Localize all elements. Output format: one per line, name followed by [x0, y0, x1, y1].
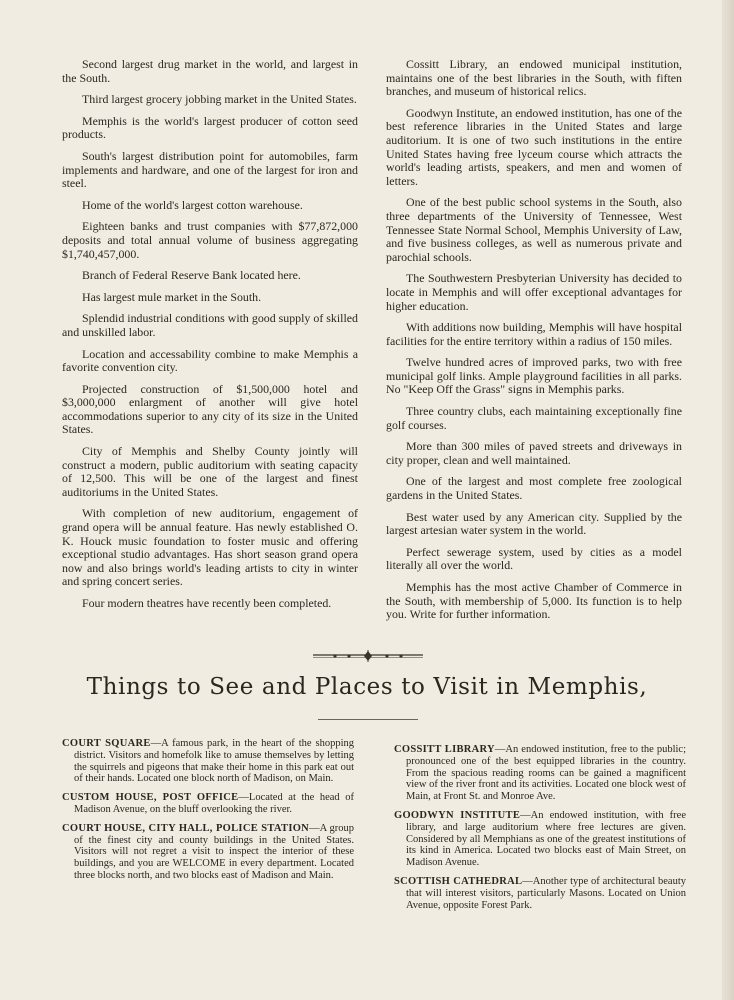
fact-paragraph: With additions now building, Memphis will have hospital facilities for the entire territory within a radius of 150 miles.	[386, 320, 682, 348]
fact-paragraph: South's largest distribution point for automobiles, farm implements and hardware, and one of the largest for iron and steel.	[62, 148, 358, 191]
fact-paragraph: Projected construction of $1,500,000 hotel and $3,000,000 enlargment of another will give hotel accommodations superior to any city of its size in the United States.	[62, 381, 358, 437]
place-name: COSSITT LIBRARY	[394, 744, 495, 755]
place-description: Located at the head of Madison Avenue, on the bluff overlooking the river.	[74, 792, 354, 815]
fact-paragraph: Goodwyn Institute, an endowed institution, has one of the best reference libraries in the United States and large auditorium. It is one of two such institutions in the entire United States having free lyceum course which attracts the world's leading artists, speakers, and men and women of letters.	[386, 105, 682, 188]
place-entry	[394, 876, 686, 911]
place-description: A famous park, in the heart of the shopping district. Visitors and homefolk like to amuse themselves by letting the squirrels and pigeons that make their home in this park eat out of their hands. Located one block north of Madison, on Main.	[74, 738, 354, 785]
fact-paragraph: Splendid industrial conditions with good supply of skilled and unskilled labor.	[62, 311, 358, 339]
fact-paragraph: Memphis has the most active Chamber of Commerce in the South, with membership of 5,000. Its function is to help you. Write for further information.	[386, 580, 682, 622]
place-description: Another type of architectural beauty that will interest visitors, particularly Masons. Located on Union Avenue, opposite Forest Park.	[406, 875, 687, 911]
place-description: An endowed institution, with free library, and large auditorium where free lectures are given. Considered by all Memphians as one of the greatest institutions of its kind in America. Located two blocks east of Main Street, on Madison Avenue.	[406, 809, 687, 869]
place-separator: —	[238, 792, 249, 804]
place-separator: —	[494, 744, 506, 755]
page-edge-shadow	[722, 0, 734, 1000]
fact-paragraph: Perfect sewerage system, used by cities as a model literally all over the world.	[386, 544, 682, 573]
places-columns	[62, 738, 686, 918]
place-description: A group of the finest city and county buildings in the United States. Visitors will not regret a visit to inspect the interior of these buildings, and you are WELCOME in every department. Located three blocks north, and two blocks east of Madison and Main.	[74, 822, 355, 881]
fact-paragraph: Three country clubs, each maintaining exceptionally fine golf courses.	[386, 404, 682, 432]
ornament-divider-icon	[313, 650, 423, 662]
places-right-column	[394, 744, 686, 918]
place-name: SCOTTISH CATHEDRAL	[394, 875, 523, 887]
fact-paragraph: More than 300 miles of paved streets and driveways in city proper, clean and well maintained.	[386, 439, 682, 467]
place-separator: —	[150, 738, 162, 749]
fact-paragraph: Has largest mule market in the South.	[82, 289, 262, 304]
place-separator: —	[522, 875, 533, 887]
fact-paragraph: One of the largest and most complete free zoological gardens in the United States.	[386, 474, 682, 503]
places-left-column	[62, 738, 354, 918]
fact-paragraph: Home of the world's largest cotton warehouse.	[82, 197, 303, 212]
facts-left-column	[62, 58, 358, 630]
place-entry	[62, 738, 354, 785]
place-name: COURT HOUSE, CITY HALL, POLICE STATION	[62, 822, 310, 834]
fact-paragraph: One of the best public school systems in the South, also three departments of the University of Tennessee, West Tennessee State Normal School, Memphis University of Law, and five business colleges, as well as numerous private and parochial schools.	[386, 195, 682, 264]
place-entry	[394, 810, 686, 869]
fact-paragraph: Third largest grocery jobbing market in the United States.	[82, 92, 357, 107]
fact-paragraph: Cossitt Library, an endowed municipal institution, maintains one of the best libraries in the South, with fiften branches, and museum of historical relics.	[386, 57, 682, 99]
facts-columns	[62, 58, 682, 630]
place-name: COURT SQUARE	[62, 738, 151, 749]
place-separator: —	[520, 809, 531, 821]
fact-paragraph: Twelve hundred acres of improved parks, two with free municipal golf links. Ample playground facilities in all parks. No "Keep Off the Grass" signs in Memphis parks.	[386, 355, 682, 397]
title-underline	[318, 719, 418, 720]
place-entry	[62, 792, 354, 816]
fact-paragraph: Location and accessability combine to make Memphis a favorite convention city.	[62, 346, 358, 375]
fact-paragraph: Eighteen banks and trust companies with $77,872,000 deposits and total annual volume of business aggregating $1,740,457,000.	[62, 219, 358, 261]
fact-paragraph: City of Memphis and Shelby County jointly will construct a modern, public auditorium with seating capacity of 12,500. This will be one of the largest and finest auditoriums in the United States.	[62, 444, 358, 499]
place-entry	[62, 823, 354, 882]
section-title: Things to See and Places to Visit in Memphis,	[86, 674, 648, 700]
fact-paragraph: Second largest drug market in the world, and largest in the South.	[62, 57, 358, 85]
fact-paragraph: The Southwestern Presbyterian University has decided to locate in Memphis and will offer exceptional advantages for higher education.	[386, 271, 682, 313]
fact-paragraph: Best water used by any American city. Supplied by the largest artesian water system in the world.	[386, 509, 682, 538]
facts-right-column	[386, 58, 682, 630]
place-name: CUSTOM HOUSE, POST OFFICE	[62, 792, 239, 804]
place-entry	[394, 744, 686, 803]
place-name: GOODWYN INSTITUTE	[394, 809, 521, 821]
fact-paragraph: Branch of Federal Reserve Bank located here.	[82, 268, 301, 283]
place-separator: —	[309, 822, 320, 834]
place-description: An endowed institution, free to the public; pronounced one of the best equipped libraries in the country. From the spacious reading rooms can be gained a magnificent view of the river front and its activities. Located one block west of Main, at Front St. and Monroe Ave.	[406, 744, 687, 803]
fact-paragraph: Memphis is the world's largest producer of cotton seed products.	[62, 113, 358, 142]
fact-paragraph: With completion of new auditorium, engagement of grand opera will be annual feature. Has newly established O. K. Houck music foundation to foster music and offering exceptional studio advantages. Has short season grand opera now and also brings world's leading artists to city in winter and spring concert series.	[62, 506, 358, 589]
fact-paragraph: Four modern theatres have recently been completed.	[82, 596, 332, 610]
